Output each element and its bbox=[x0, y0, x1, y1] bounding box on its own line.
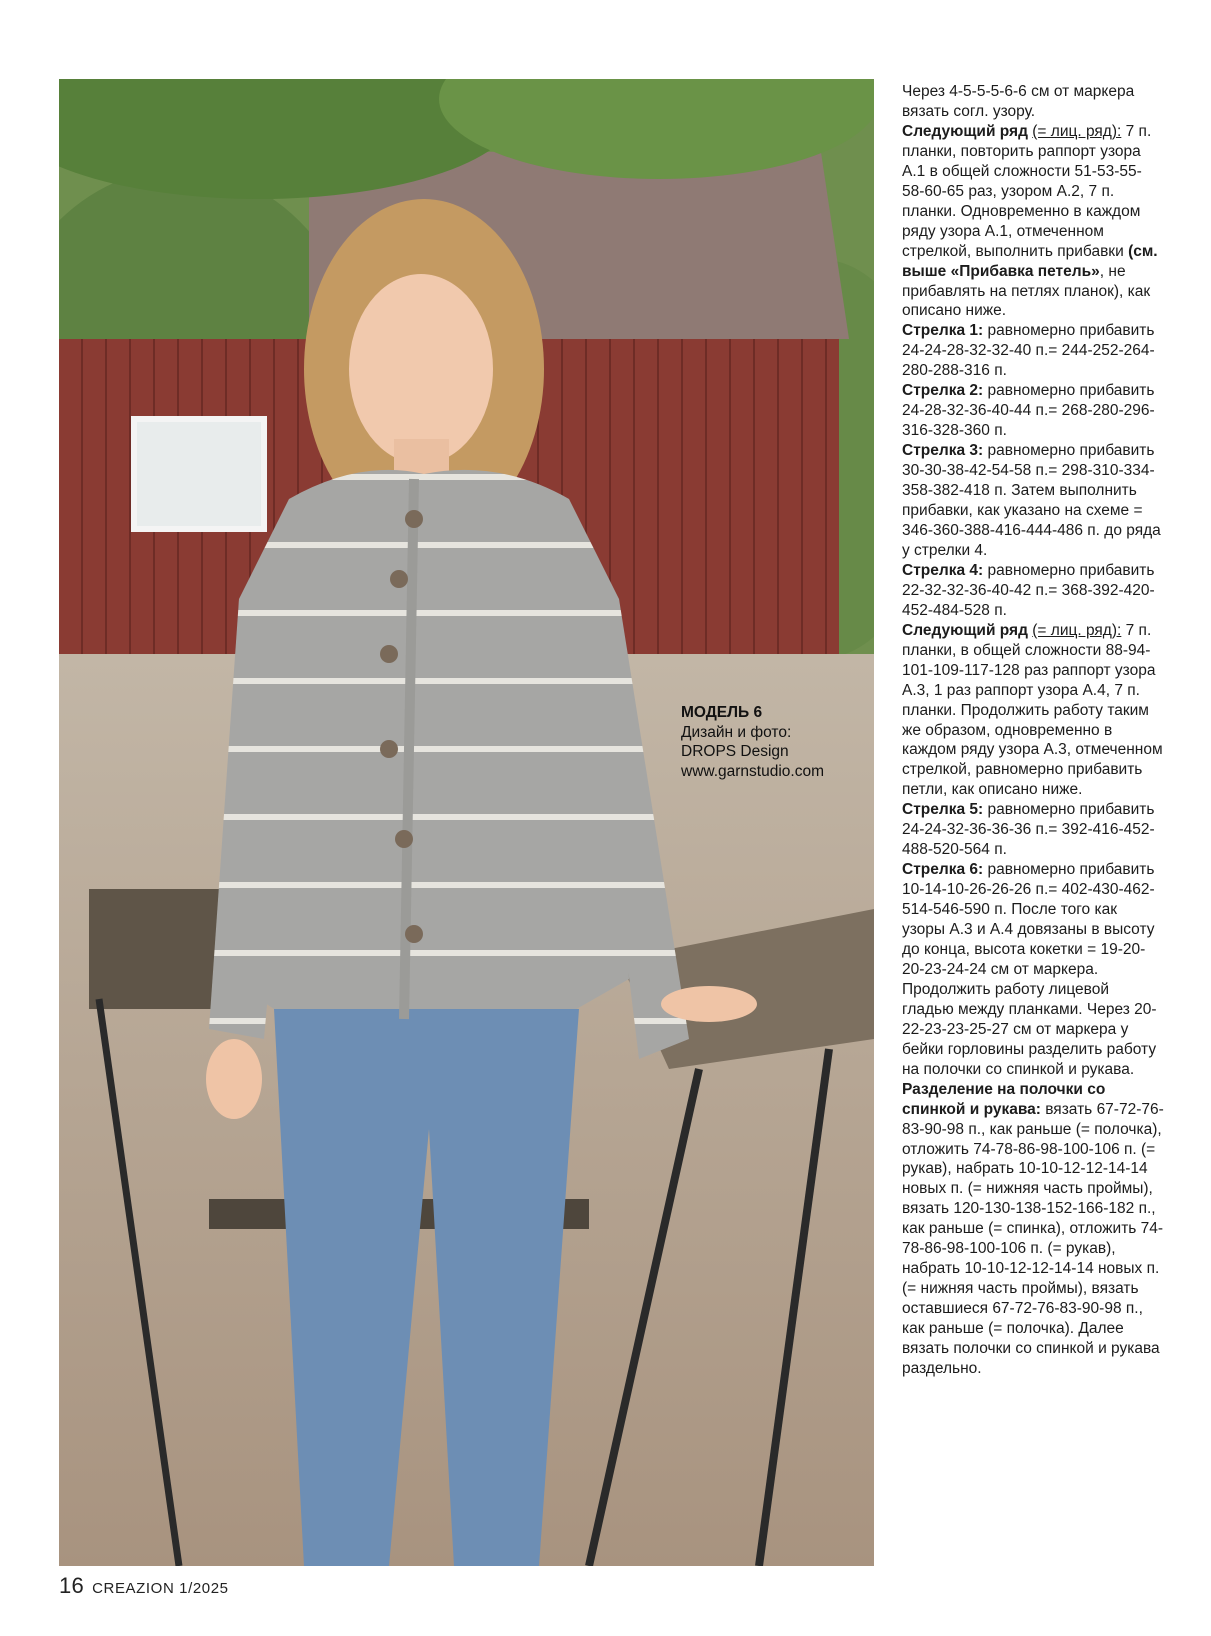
caption-website: www.garnstudio.com bbox=[681, 762, 825, 780]
paragraph-next-row-2 bbox=[902, 621, 1164, 801]
arrow-5-text: равномерно прибавить 24-24-32-36-36-36 п.= 392-416-452-488-520-564 п. bbox=[902, 801, 1155, 859]
paragraph-division bbox=[902, 1080, 1164, 1379]
next-row-label: Следующий ряд bbox=[902, 122, 1028, 140]
magazine-issue: CREAZION 1/2025 bbox=[92, 1580, 229, 1597]
arrow-2-label: Стрелка 2: bbox=[902, 382, 984, 400]
caption-title: МОДЕЛЬ 6 bbox=[681, 704, 763, 721]
photo-caption bbox=[681, 703, 871, 781]
division-text: вязать 67-72-76-83-90-98 п., как раньше (= полочка), отложить 74-78-86-98-100-106 п. (= рукав), набрать 10-10-12-12-14-14 новых п. (= нижняя часть проймы), вязать 120-130-138-152-166-182 п., как раньше (= спинка), отложить 74-78-86-98-100-106 п. (= рукав), набрать 10-10-12-12-14-14 новых п. (= нижняя часть проймы), вязать оставшиеся 67-72-76-83-90-98 п., как раньше (= полочка). Далее вязать полочки со спинкой и рукава раздельно. bbox=[902, 1100, 1164, 1377]
arrow-4-label: Стрелка 4: bbox=[902, 561, 984, 579]
arrow-6 bbox=[902, 860, 1164, 980]
caption-designer: DROPS Design bbox=[681, 743, 789, 760]
photo-illustration bbox=[59, 79, 874, 1566]
arrow-1-label: Стрелка 1: bbox=[902, 322, 984, 340]
arrow-3 bbox=[902, 441, 1164, 561]
arrow-1 bbox=[902, 321, 1164, 381]
next-row-2-label: Следующий ряд bbox=[902, 621, 1028, 639]
increase-ref: (см. выше «Прибавка петель» bbox=[902, 242, 1158, 280]
arrow-2 bbox=[902, 381, 1164, 441]
arrow-1-text: равномерно прибавить 24-24-28-32-32-40 п.= 244-252-264-280-288-316 п. bbox=[902, 322, 1155, 380]
paragraph-intro: Через 4-5-5-5-6-6 см от маркера вязать согл. узору. bbox=[902, 83, 1135, 120]
next-row-text: 7 п. планки, повторить раппорт узора А.1 в общей сложности 51-53-55-58-60-65 раз, узором А.2, 7 п. планки. Одновременно в каждом ряду узора А.1, отмеченном стрелкой, выполнить прибавки bbox=[902, 122, 1152, 260]
arrow-4 bbox=[902, 561, 1164, 621]
arrow-5 bbox=[902, 800, 1164, 860]
next-row-end: , не прибавлять на петлях планок), как описано ниже. bbox=[902, 262, 1151, 320]
arrow-5-label: Стрелка 5: bbox=[902, 801, 984, 819]
instructions-column bbox=[902, 82, 1164, 1379]
model-photo bbox=[59, 79, 874, 1566]
arrow-6-label: Стрелка 6: bbox=[902, 861, 984, 879]
arrow-6-text: равномерно прибавить 10-14-10-26-26-26 п.= 402-430-462-514-546-590 п. После того как узоры А.3 и А.4 довязаны в высоту до конца, высота кокетки = 19-20-20-23-24-24 см от маркера. bbox=[902, 861, 1155, 978]
arrow-4-text: равномерно прибавить 22-32-32-36-40-42 п.= 368-392-420-452-484-528 п. bbox=[902, 561, 1155, 619]
next-row-note: (= лиц. ряд): bbox=[1032, 122, 1122, 140]
caption-design-label: Дизайн и фото: bbox=[681, 723, 792, 741]
arrow-2-text: равномерно прибавить 24-28-32-36-40-44 п.= 268-280-296-316-328-360 п. bbox=[902, 382, 1155, 440]
page-footer bbox=[59, 1573, 229, 1599]
paragraph-stockinette: Продолжить работу лицевой гладью между планками. Через 20-22-23-23-25-27 см от маркера у бейки горловины разделить работу на полочки со спинкой и рукава. bbox=[902, 980, 1157, 1078]
next-row-2-text: 7 п. планки, в общей сложности 88-94-101-109-117-128 раз раппорт узора А.3, 1 раз раппорт узора А.4, 7 п. планки. Продолжить работу таким же образом, одновременно в каждом ряду узора А.3, отмеченном стрелкой, равномерно прибавить петли, как описано ниже. bbox=[902, 621, 1163, 799]
arrow-3-label: Стрелка 3: bbox=[902, 442, 984, 460]
arrow-3-text: равномерно прибавить 30-30-38-42-54-58 п.= 298-310-334-358-382-418 п. Затем выполнить прибавки, как указано на схеме = 346-360-388-416-444-486 п. до ряда у стрелки 4. bbox=[902, 442, 1161, 559]
next-row-2-note: (= лиц. ряд): bbox=[1032, 621, 1122, 639]
page-number: 16 bbox=[59, 1573, 85, 1598]
paragraph-next-row-1 bbox=[902, 122, 1164, 322]
division-label: Разделение на полочки со спинкой и рукава: bbox=[902, 1080, 1106, 1118]
